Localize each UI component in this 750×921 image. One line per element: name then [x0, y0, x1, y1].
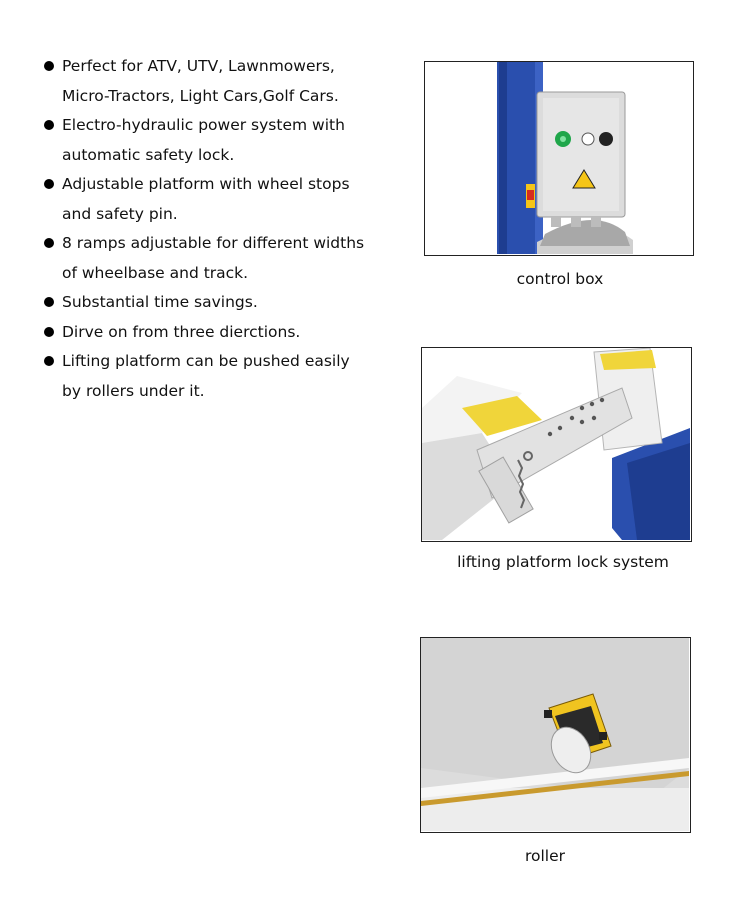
bullet-icon	[44, 356, 54, 366]
feature-item: Electro-hydraulic power system with automatic safety lock.	[42, 111, 372, 170]
lock-system-photo	[421, 347, 692, 542]
feature-item: 8 ramps adjustable for different widths of wheelbase and track.	[42, 229, 372, 288]
bullet-icon	[44, 297, 54, 307]
feature-item: Lifting platform can be pushed easily by rollers under it.	[42, 347, 372, 406]
feature-item: Dirve on from three dierctions.	[42, 318, 372, 348]
control-box-caption: control box	[516, 270, 604, 288]
bullet-icon	[44, 238, 54, 248]
feature-item: Adjustable platform with wheel stops and safety pin.	[42, 170, 372, 229]
bullet-icon	[44, 327, 54, 337]
feature-item: Substantial time savings.	[42, 288, 372, 318]
lock-system-caption: lifting platform lock system	[457, 553, 669, 571]
roller-caption: roller	[524, 847, 566, 865]
feature-list	[42, 52, 372, 406]
bullet-icon	[44, 61, 54, 71]
bullet-icon	[44, 179, 54, 189]
feature-item: Perfect for ATV, UTV, Lawnmowers, Micro-Tractors, Light Cars,Golf Cars.	[42, 52, 372, 111]
bullet-icon	[44, 120, 54, 130]
control-box-photo	[424, 61, 694, 256]
roller-photo	[420, 637, 691, 833]
